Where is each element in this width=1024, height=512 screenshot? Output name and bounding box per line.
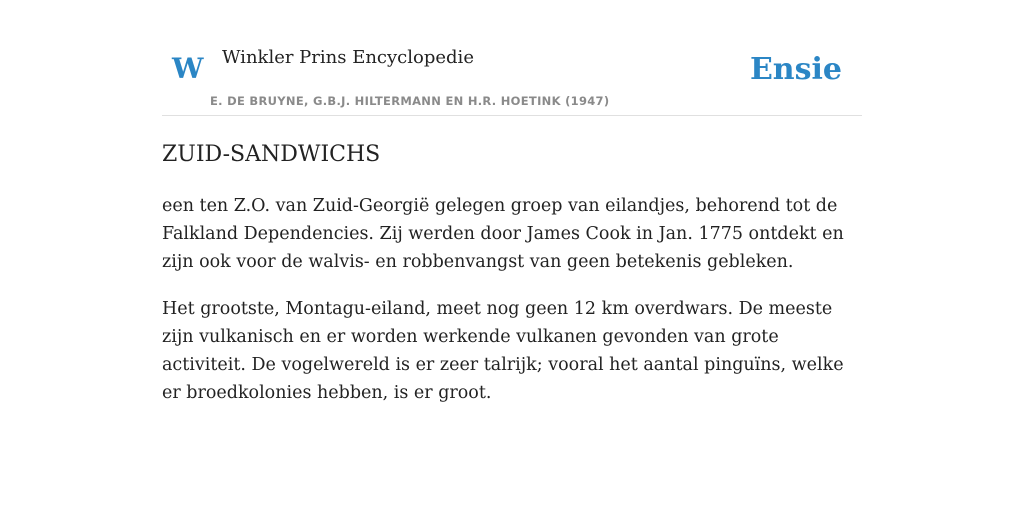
source-authors: E. DE BRUYNE, G.B.J. HILTERMANN EN H.R. HOETINK (1947) bbox=[210, 94, 610, 108]
entry-body bbox=[162, 192, 862, 426]
source-header bbox=[162, 0, 862, 116]
page-container bbox=[162, 0, 862, 403]
entry-title: ZUID-SANDWICHS bbox=[162, 142, 381, 167]
entry-paragraph: een ten Z.O. van Zuid-Georgië gelegen groep van eilandjes, behorend tot de Falkland Dependencies. Zij werden door James Cook in Jan. 1775 ontdekt en zijn ook voor de walvis- en robbenvangst van geen betekenis gebleken. bbox=[162, 196, 844, 272]
entry-paragraph: Het grootste, Montagu-eiland, meet nog geen 12 km overdwars. De meeste zijn vulkanisch en er worden werkende vulkanen gevonden van grote activiteit. De vogelwereld is er zeer talrijk; vooral het aantal pinguïns, welke er broedkolonies hebben, is er groot. bbox=[162, 299, 844, 403]
source-title-link[interactable]: Winkler Prins Encyclopedie bbox=[222, 47, 474, 68]
brand-logo-link[interactable]: Ensie bbox=[749, 52, 842, 87]
source-logo: W bbox=[172, 52, 204, 85]
